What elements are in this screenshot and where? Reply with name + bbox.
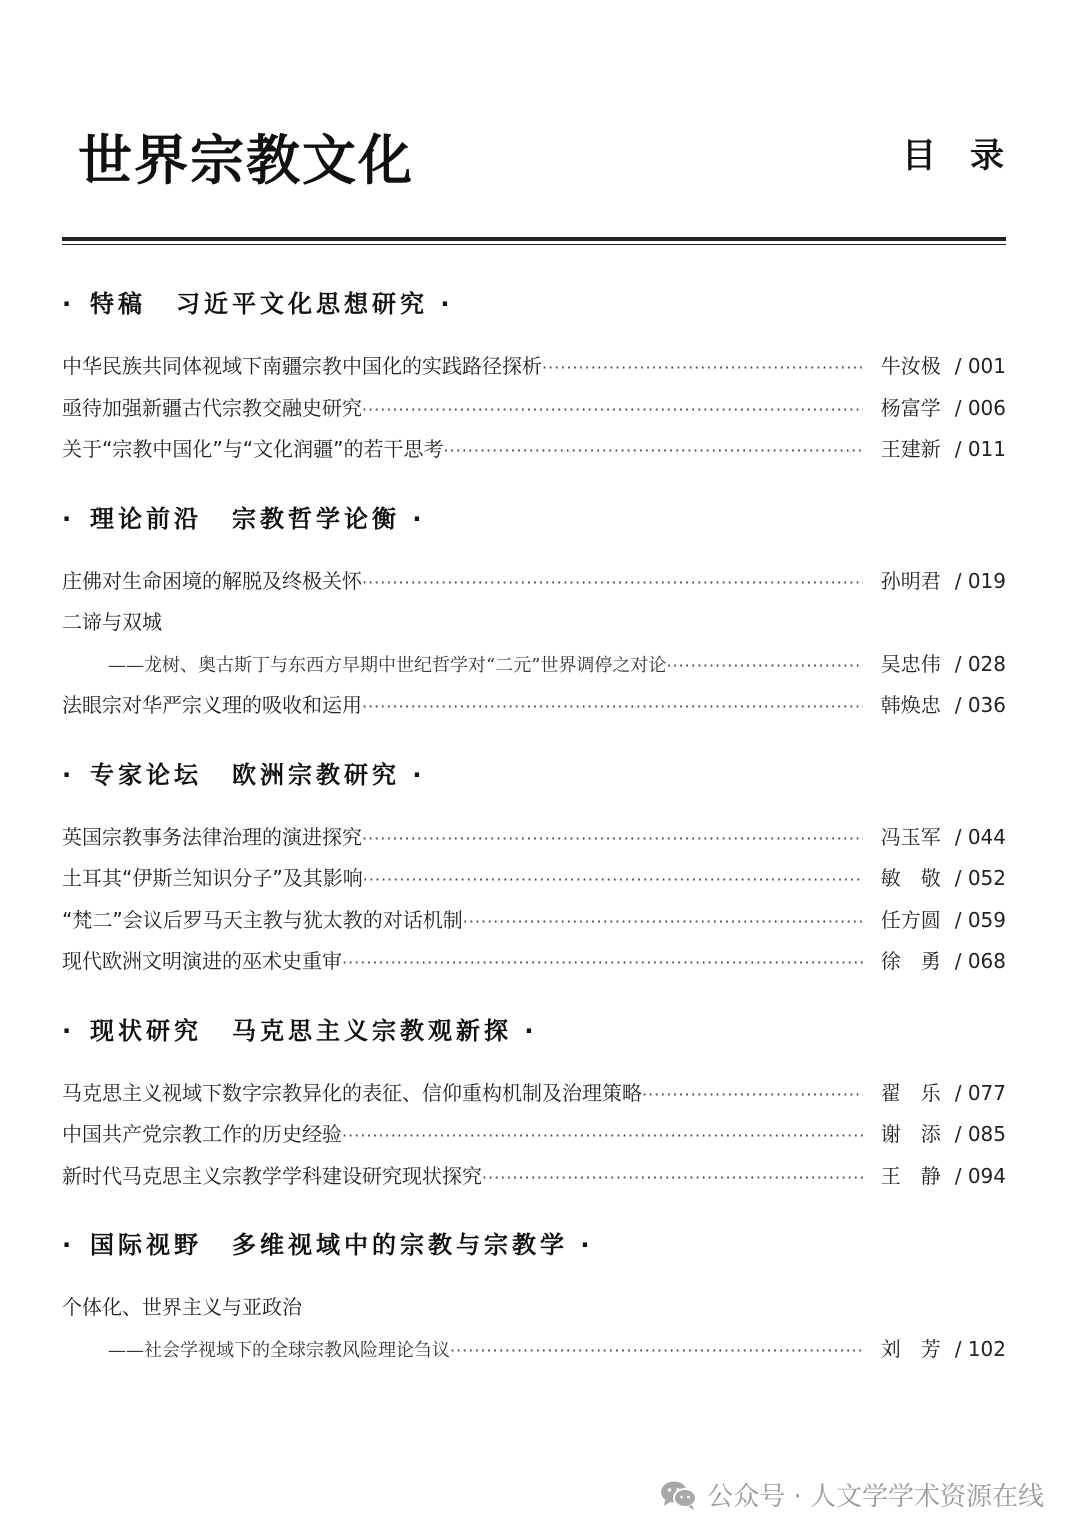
entry-page: / 068 bbox=[954, 949, 1006, 973]
entry-author: 翟 乐 bbox=[880, 1080, 941, 1105]
section-heading: · 理论前沿 宗教哲学论衡 · bbox=[62, 504, 426, 533]
dot-leader bbox=[443, 430, 862, 472]
toc-entry[interactable] bbox=[62, 388, 1006, 430]
entry-author: 吴忠伟 bbox=[880, 651, 941, 676]
section-heading: · 专家论坛 欧洲宗教研究 · bbox=[62, 760, 426, 789]
toc-entry[interactable] bbox=[62, 346, 1006, 388]
dot-leader bbox=[362, 389, 863, 431]
toc-entry[interactable] bbox=[62, 817, 1006, 859]
entry-title: 个体化、世界主义与亚政治 bbox=[62, 1295, 302, 1319]
wechat-watermark bbox=[659, 1476, 1044, 1513]
section-column: 专家论坛 bbox=[90, 760, 202, 789]
toc-entry[interactable] bbox=[62, 858, 1006, 900]
toc-entry[interactable] bbox=[62, 1156, 1006, 1198]
entry-author: 冯玉军 bbox=[880, 824, 941, 849]
section-column: 特稿 bbox=[90, 290, 146, 318]
entry-author: 任方圆 bbox=[880, 907, 941, 932]
entry-page: / 028 bbox=[954, 651, 1006, 676]
toc-section bbox=[62, 497, 1006, 727]
toc-section bbox=[62, 282, 1006, 471]
section-theme: 宗教哲学论衡 bbox=[232, 504, 400, 533]
dot-leader bbox=[342, 1115, 863, 1157]
entry-page: / 077 bbox=[954, 1080, 1006, 1105]
section-theme: 欧洲宗教研究 bbox=[232, 760, 400, 789]
entry-page: / 085 bbox=[954, 1122, 1006, 1146]
entry-author: 牛汝极 bbox=[880, 354, 941, 378]
entry-title: 新时代马克思主义宗教学学科建设研究现状探究 bbox=[62, 1163, 482, 1188]
section-theme: 马克思主义宗教观新探 bbox=[232, 1016, 512, 1045]
entry-title: 土耳其“伊斯兰知识分子”及其影响 bbox=[62, 866, 363, 890]
entry-title: 法眼宗对华严宗义理的吸收和运用 bbox=[62, 693, 362, 717]
entry-page: / 102 bbox=[954, 1336, 1006, 1361]
dot-leader bbox=[666, 645, 862, 687]
section-column: 国际视野 bbox=[90, 1231, 202, 1259]
toc-entry[interactable] bbox=[62, 900, 1006, 942]
entry-title: 二谛与双城 bbox=[62, 610, 162, 634]
entry-title: 马克思主义视域下数字宗教异化的表征、信仰重构机制及治理策略 bbox=[62, 1080, 642, 1105]
entry-title: 中国共产党宗教工作的历史经验 bbox=[62, 1122, 342, 1146]
entry-author: 徐 勇 bbox=[880, 949, 941, 973]
dot-leader bbox=[362, 818, 863, 860]
entry-page: / 059 bbox=[954, 907, 1006, 932]
entry-page: / 006 bbox=[954, 395, 1006, 420]
entry-title: 亟待加强新疆古代宗教交融史研究 bbox=[62, 395, 362, 420]
dot-leader bbox=[463, 901, 863, 943]
dot-leader bbox=[450, 1330, 863, 1372]
entry-title: 中华民族共同体视域下南疆宗教中国化的实践路径探析 bbox=[62, 354, 542, 378]
entry-page: / 001 bbox=[954, 354, 1006, 378]
dot-leader bbox=[482, 1157, 863, 1199]
toc-entry-subtitle[interactable] bbox=[62, 1329, 1006, 1371]
entry-page: / 019 bbox=[954, 568, 1006, 593]
entry-subtitle: ——社会学视域下的全球宗教风险理论刍议 bbox=[108, 1339, 450, 1361]
toc-entry[interactable] bbox=[62, 561, 1006, 603]
section-theme: 习近平文化思想研究 bbox=[176, 290, 428, 318]
entry-author: 谢 添 bbox=[880, 1122, 941, 1146]
section-column: 理论前沿 bbox=[90, 504, 202, 533]
toc-section bbox=[62, 753, 1006, 983]
entry-author: 孙明君 bbox=[880, 568, 941, 593]
dot-leader bbox=[363, 859, 863, 901]
toc-entry[interactable] bbox=[62, 941, 1006, 983]
entry-author: 王建新 bbox=[880, 437, 941, 461]
section-heading: · 现状研究 马克思主义宗教观新探 · bbox=[62, 1016, 538, 1045]
dot-leader bbox=[342, 942, 863, 984]
toc-section bbox=[62, 1009, 1006, 1198]
entry-page: / 094 bbox=[954, 1163, 1006, 1188]
entry-author: 杨富学 bbox=[880, 395, 941, 420]
toc-entry[interactable] bbox=[62, 1287, 1006, 1329]
entry-page: / 052 bbox=[954, 866, 1006, 890]
entry-author: 敏 敬 bbox=[880, 866, 941, 890]
header-rule-thick bbox=[62, 237, 1006, 241]
watermark-text: 公众号 · 人文学学术资源在线 bbox=[707, 1482, 1044, 1512]
toc-entry[interactable] bbox=[62, 1073, 1006, 1115]
entry-page: / 044 bbox=[954, 824, 1006, 849]
entry-title: 英国宗教事务法律治理的演进探究 bbox=[62, 824, 362, 849]
dot-leader bbox=[642, 1074, 863, 1116]
entry-author: 韩焕忠 bbox=[880, 693, 941, 717]
entry-title: 关于“宗教中国化”与“文化润疆”的若干思考 bbox=[62, 437, 444, 461]
section-heading: · 特稿 习近平文化思想研究 · bbox=[62, 290, 454, 318]
toc-section bbox=[62, 1223, 1006, 1370]
entry-author: 刘 芳 bbox=[880, 1336, 941, 1361]
toc-entry[interactable] bbox=[62, 1114, 1006, 1156]
toc-label: 目录 bbox=[902, 136, 1038, 176]
dot-leader bbox=[362, 562, 863, 604]
toc-entry[interactable] bbox=[62, 429, 1006, 471]
entry-subtitle: ——龙树、奥古斯丁与东西方早期中世纪哲学对“二元”世界调停之对论 bbox=[108, 654, 667, 676]
toc-entry[interactable] bbox=[62, 685, 1006, 727]
journal-title: 世界宗教文化 bbox=[78, 128, 414, 192]
toc-entry-subtitle[interactable] bbox=[62, 644, 1006, 686]
table-of-contents bbox=[62, 282, 1006, 1396]
entry-author: 王 静 bbox=[880, 1163, 941, 1188]
entry-title: “梵二”会议后罗马天主教与犹太教的对话机制 bbox=[62, 907, 463, 932]
entry-page: / 011 bbox=[954, 437, 1006, 461]
section-column: 现状研究 bbox=[90, 1016, 202, 1045]
entry-page: / 036 bbox=[954, 693, 1006, 717]
dot-leader bbox=[542, 347, 863, 389]
entry-title: 庄佛对生命困境的解脱及终极关怀 bbox=[62, 568, 362, 593]
header-rule-thin bbox=[62, 244, 1006, 245]
section-theme: 多维视域中的宗教与宗教学 bbox=[232, 1231, 568, 1259]
entry-title: 现代欧洲文明演进的巫术史重审 bbox=[62, 949, 342, 973]
section-heading: · 国际视野 多维视域中的宗教与宗教学 · bbox=[62, 1231, 594, 1259]
wechat-icon bbox=[659, 1479, 699, 1511]
toc-entry[interactable] bbox=[62, 602, 1006, 644]
dot-leader bbox=[362, 686, 863, 728]
